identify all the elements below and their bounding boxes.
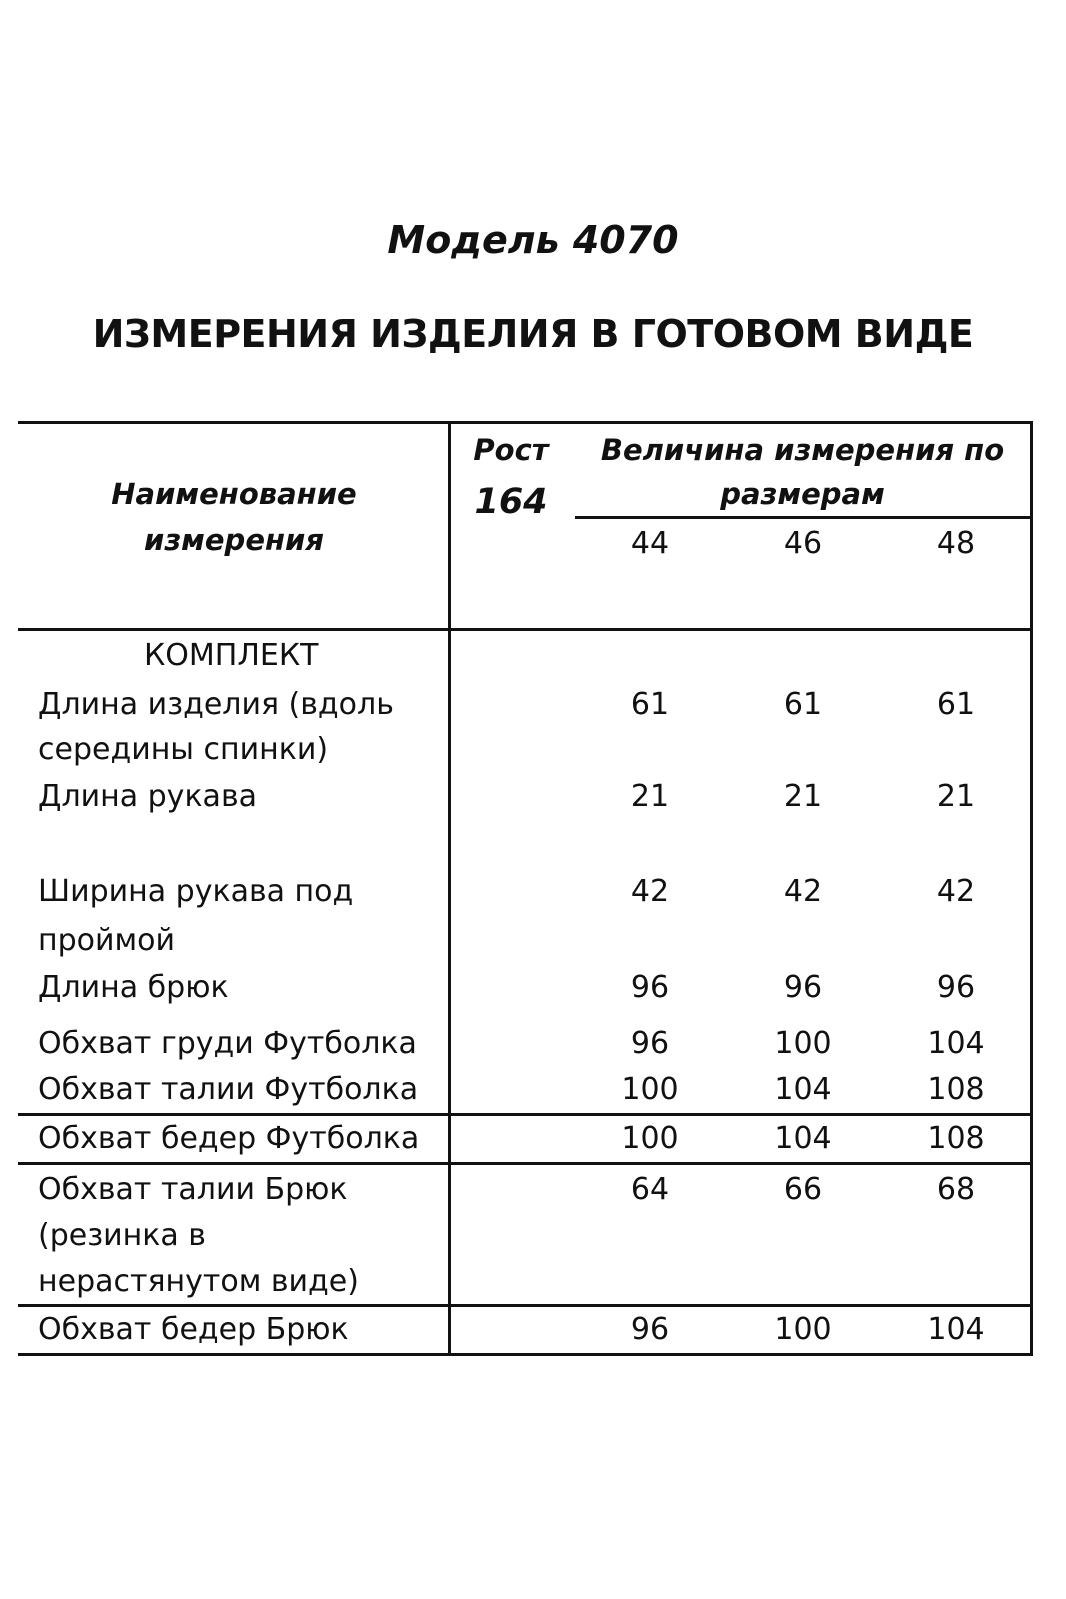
value-44: 100 — [621, 1121, 679, 1156]
measurement-name: проймой — [38, 923, 175, 958]
value-44: 96 — [630, 1312, 670, 1347]
height-label: Рост — [473, 433, 549, 467]
measurement-name: Длина брюк — [38, 970, 229, 1005]
measurement-name: Обхват талии Брюк — [38, 1172, 348, 1207]
value-48: 104 — [927, 1312, 985, 1347]
model-title: Модель 4070 — [387, 218, 679, 262]
value-48: 68 — [936, 1172, 976, 1207]
column-name-header: измерения — [144, 523, 324, 557]
value-46: 100 — [774, 1026, 832, 1061]
sizes-header: Величина измерения по — [600, 433, 1005, 467]
value-44: 61 — [630, 687, 670, 722]
value-44: 100 — [621, 1072, 679, 1107]
value-44: 96 — [630, 970, 670, 1005]
measurement-name: Обхват бедер Футболка — [38, 1121, 420, 1156]
value-46: 104 — [774, 1121, 832, 1156]
size-48: 48 — [936, 526, 976, 561]
measurement-name: (резинка в — [38, 1218, 206, 1253]
value-46: 104 — [774, 1072, 832, 1107]
value-46: 61 — [783, 687, 823, 722]
value-46: 66 — [783, 1172, 823, 1207]
header-bottom-border — [18, 628, 1033, 631]
value-48: 42 — [936, 874, 976, 909]
height-value: 164 — [474, 482, 548, 522]
measurement-name: Длина рукава — [38, 779, 258, 814]
value-46: 96 — [783, 970, 823, 1005]
value-48: 96 — [936, 970, 976, 1005]
size-44: 44 — [630, 526, 670, 561]
size-46: 46 — [783, 526, 823, 561]
value-44: 96 — [630, 1026, 670, 1061]
value-44: 64 — [630, 1172, 670, 1207]
value-48: 21 — [936, 779, 976, 814]
sizes-header: размерам — [720, 477, 885, 511]
measurement-name: Обхват талии Футболка — [38, 1072, 419, 1107]
value-44: 42 — [630, 874, 670, 909]
value-48: 108 — [927, 1121, 985, 1156]
measurement-name: середины спинки) — [38, 732, 329, 767]
value-48: 61 — [936, 687, 976, 722]
value-44: 21 — [630, 779, 670, 814]
section-label: КОМПЛЕКТ — [144, 638, 319, 673]
measurement-name: Обхват груди Футболка — [38, 1026, 417, 1061]
value-46: 42 — [783, 874, 823, 909]
measurement-name: Обхват бедер Брюк — [38, 1312, 349, 1347]
value-48: 108 — [927, 1072, 985, 1107]
table-right-border — [1030, 421, 1033, 1356]
value-46: 21 — [783, 779, 823, 814]
measurement-name: нерастянутом виде) — [38, 1264, 359, 1299]
value-48: 104 — [927, 1026, 985, 1061]
measurement-name: Ширина рукава под — [38, 874, 354, 909]
measurement-name: Длина изделия (вдоль — [38, 687, 394, 722]
table-top-border — [18, 421, 1033, 424]
column-name-header: Наименование — [111, 477, 357, 511]
table-name-divider — [448, 421, 451, 1356]
value-46: 100 — [774, 1312, 832, 1347]
page-heading: ИЗМЕРЕНИЯ ИЗДЕЛИЯ В ГОТОВОМ ВИДЕ — [92, 312, 974, 356]
